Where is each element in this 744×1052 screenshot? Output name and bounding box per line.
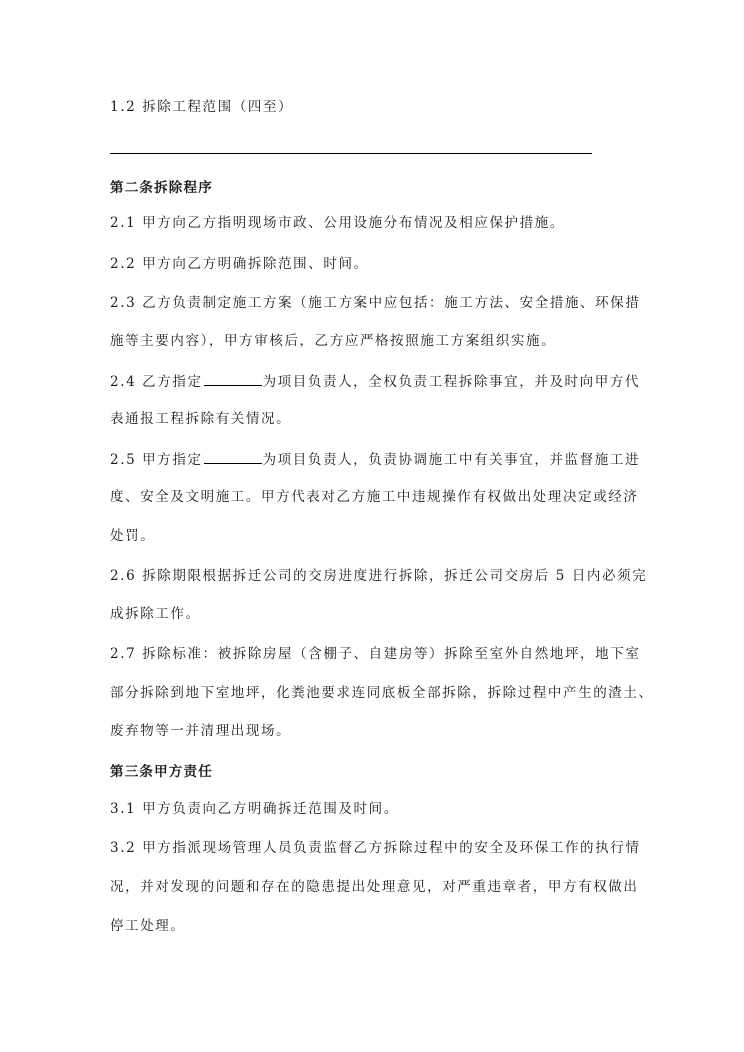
- clause-2-5-suffix: 为项目负责人，负责协调施工中有关事宜，并监督施工进: [262, 452, 641, 468]
- clause-2-7-line-1: 2.7 拆除标准：被拆除房屋（含棚子、自建房等）拆除至室外自然地坪，地下室: [110, 646, 641, 662]
- blank-field-contractor-manager: [204, 371, 262, 386]
- clause-2-7-line-2: 部分拆除到地下室地坪，化粪池要求连同底板全部拆除，拆除过程中产生的渣土、: [110, 685, 654, 701]
- clause-2-1: 2.1 甲方向乙方指明现场市政、公用设施分布情况及相应保护措施。: [110, 215, 565, 231]
- clause-2-5-line-1: [110, 449, 650, 470]
- clause-2-3-line-1: 2.3 乙方负责制定施工方案（施工方案中应包括：施工方法、安全措施、环保措: [110, 295, 641, 311]
- clause-2-5-prefix: 2.5 甲方指定: [110, 452, 203, 468]
- clause-2-7-line-3: 废弃物等一并清理出现场。: [110, 723, 292, 739]
- clause-2-5-line-3: 处罚。: [110, 528, 156, 544]
- section-heading-2: 第二条拆除程序: [110, 180, 213, 196]
- fill-in-blank-line: [110, 153, 592, 154]
- clause-2-5-line-2: 度、安全及文明施工。甲方代表对乙方施工中违规操作有权做出处理决定或经济: [110, 489, 639, 505]
- clause-2-3-line-2: 施等主要内容），甲方审核后，乙方应严格按照施工方案组织实施。: [110, 333, 557, 349]
- clause-3-2-line-3: 停工处理。: [110, 918, 186, 934]
- clause-2-4-line-1: [110, 371, 650, 392]
- clause-3-2-line-2: 况，并对发现的问题和存在的隐患提出处理意见，对严重违章者，甲方有权做出: [110, 879, 639, 895]
- clause-3-1: 3.1 甲方负责向乙方明确拆迁范围及时间。: [110, 801, 399, 817]
- clause-2-6-line-2: 成拆除工作。: [110, 606, 201, 622]
- clause-2-4-suffix: 为项目负责人，全权负责工程拆除事宜，并及时向甲方代: [262, 374, 641, 390]
- clause-2-2: 2.2 甲方向乙方明确拆除范围、时间。: [110, 256, 369, 272]
- clause-1-2: 1.2 拆除工程范围（四至）: [110, 99, 294, 115]
- clause-3-2-line-1: 3.2 甲方指派现场管理人员负责监督乙方拆除过程中的安全及环保工作的执行情: [110, 840, 641, 856]
- clause-2-6-line-1: 2.6 拆除期限根据拆迁公司的交房进度进行拆除，拆迁公司交房后 5 日内必须完: [110, 568, 648, 584]
- blank-field-owner-manager: [204, 449, 262, 464]
- section-heading-3: 第三条甲方责任: [110, 764, 213, 780]
- clause-2-4-prefix: 2.4 乙方指定: [110, 374, 203, 390]
- clause-2-4-line-2: 表通报工程拆除有关情况。: [110, 411, 292, 427]
